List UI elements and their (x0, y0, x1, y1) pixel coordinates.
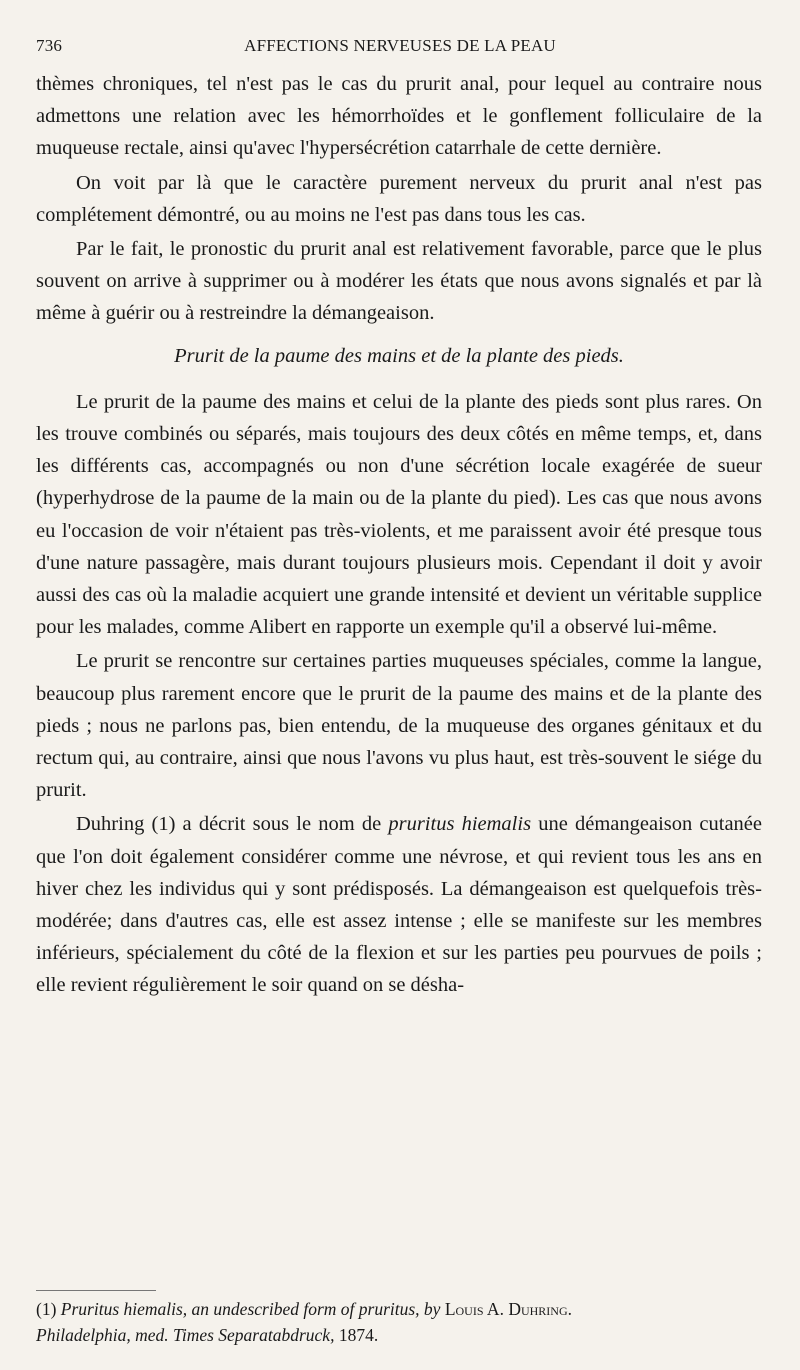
footnote-author: Louis A. Duhring. (444, 1299, 572, 1319)
paragraph: Le prurit de la paume des mains et celui de la plante des pieds sont plus rares. On les trouve combinés ou séparés, mais toujours des deux côtés en même temps, et, dans les différents cas, accompagnés ou non d'une sécrétion locale exagérée de sueur (hyperhydrose de la paume de la main ou de la plante du pied). Les cas que nous avons eu l'occasion de voir n'étaient pas très-violents, et me paraissent avoir été presque tous d'une nature passagère, mais durant toujours plusieurs mois. Cependant il doit y avoir aussi des cas où la maladie acquiert une grande intensité et devient un véritable supplice pour les malades, comme Alibert en rapporte un exemple qu'il a observé lui-même. (36, 390, 762, 639)
latin-term: pruritus hiemalis (388, 813, 532, 836)
paragraph-text: Duhring (1) a décrit sous le nom de (76, 813, 389, 836)
footnote (36, 1296, 762, 1348)
body-text (36, 68, 762, 1002)
footnote-place: Philadelphia, med. Times Separatabdruck, (36, 1325, 335, 1345)
paragraph: On voit par là que le caractère purement nerveux du prurit anal n'est pas complétement démontré, ou au moins ne l'est pas dans tous les cas. (36, 171, 762, 226)
paragraph: Par le fait, le pronostic du prurit anal est relativement favorable, parce que le plus souvent on arrive à supprimer ou à modérer les états que nous avons signalés et par là même à guérir ou à restreindre la démangeaison. (36, 238, 762, 325)
paragraph-continuation: thèmes chroniques, tel n'est pas le cas du prurit anal, pour lequel au contraire nous admettons une relation avec les hémorrhoïdes et le gonflement folliculaire de la muqueuse rectale, ainsi qu'avec l'hypersécrétion catarrhale de cette dernière. (36, 73, 762, 160)
paragraph (36, 808, 762, 1001)
paragraph: Le prurit se rencontre sur certaines parties muqueuses spéciales, comme la langue, beaucoup plus rarement encore que le prurit de la paume des mains et de la plante des pieds ; nous ne parlons pas, bien entendu, de la muqueuse des organes génitaux et du rectum qui, au contraire, ainsi que nous l'avons vu plus haut, est très-souvent le siége du prurit. (36, 650, 762, 802)
section-heading: Prurit de la paume des mains et de la plante des pieds. (174, 344, 624, 367)
running-head (36, 36, 764, 60)
footnote-title: Pruritus hiemalis, an undescribed form of pruritus, (60, 1299, 420, 1319)
running-title: AFFECTIONS NERVEUSES DE LA PEAU (244, 36, 556, 55)
footnote-by: by (419, 1299, 445, 1319)
page-number: 736 (36, 36, 63, 55)
footnote-divider (36, 1290, 156, 1291)
paragraph-text: une démangeaison cutanée que l'on doit également considérer comme une névrose, et qui revient tous les ans en hiver chez les individus qui y sont prédisposés. La démangeaison est quelquefois très-modérée; dans d'autres cas, elle est assez intense ; elle se manifeste sur les membres inférieurs, spécialement du côté de la flexion et sur les parties peu pourvues de poils ; elle revient régulièrement le soir quand on se désha- (36, 813, 763, 997)
footnote-year: 1874. (334, 1325, 379, 1345)
footnote-marker: (1) (36, 1299, 61, 1319)
